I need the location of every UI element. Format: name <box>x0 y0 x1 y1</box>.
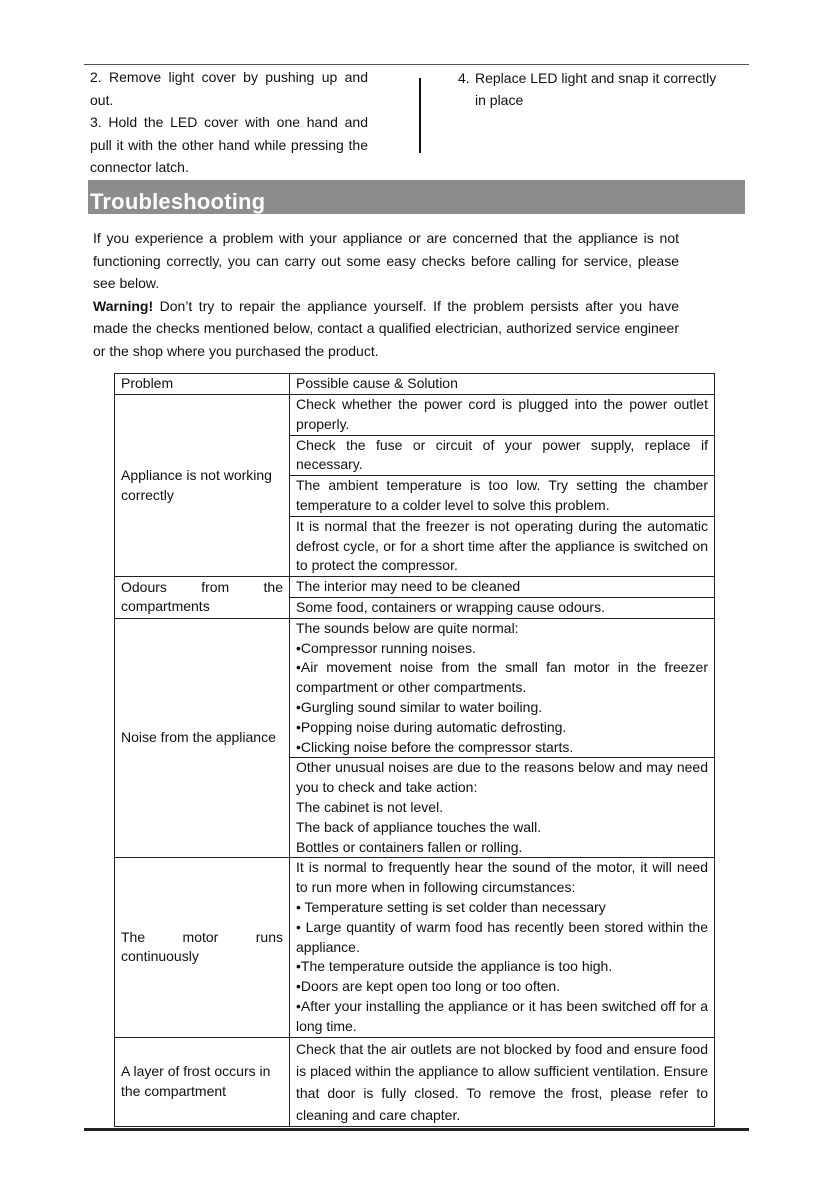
solution-cell: The sounds below are quite normal: •Compressor running noises. •Air movement noise from the small fan motor in the freezer compartment or other compartments. •Gurgling sound similar to water boiling. •Popping noise during automatic defrosting. •Clicking noise before the compressor starts. <box>290 618 715 758</box>
solution-cell: Check whether the power cord is plugged into the power outlet properly. <box>290 395 715 436</box>
solution-cell: Some food, containers or wrapping cause odours. <box>290 597 715 618</box>
table-header-row <box>115 374 715 395</box>
solution-cell: It is normal to frequently hear the sound of the motor, it will need to run more when in following circumstances: • Temperature setting is set colder than necessary • Large quantity of warm food has recently been stored within the appliance. •The temperature outside the appliance is too high. •Doors are kept open too long or too often. •After your installing the appliance or it has been switched off for a long time. <box>290 858 715 1037</box>
table-row <box>115 395 715 436</box>
section-heading-bar <box>88 180 745 214</box>
step-4-text: Replace LED light and snap it correctly <box>475 70 717 86</box>
header-problem: Problem <box>115 374 290 395</box>
table-row <box>115 1037 715 1127</box>
header-solution: Possible cause & Solution <box>290 374 715 395</box>
step-4-line-2: in place <box>475 91 524 108</box>
step-4-number: 4. <box>458 70 470 86</box>
warning-text: Don’t try to repair the appliance yourself. If the problem persists after you have made the checks mentioned below, contact a qualified electrician, authorized service engineer or the shop where you purchased the product. <box>93 297 679 359</box>
section-title: Troubleshooting <box>90 189 266 214</box>
solution-cell: Check that the air outlets are not blocked by food and ensure food is placed within the appliance to allow sufficient ventilation. Ensure that door is fully closed. To remove the frost, please refer to cleaning and care chapter. <box>290 1037 715 1127</box>
warning-paragraph <box>93 295 679 363</box>
table-row <box>115 618 715 758</box>
table-row <box>115 577 715 598</box>
footer-rule <box>84 1128 749 1131</box>
problem-cell: A layer of frost occurs in the compartment <box>115 1037 290 1127</box>
column-separator <box>419 78 421 153</box>
problem-cell: The motor runs continuously <box>115 858 290 1037</box>
table-row <box>115 858 715 1037</box>
led-steps-right <box>458 68 748 111</box>
step-4-line-1 <box>458 68 748 90</box>
solution-cell: It is normal that the freezer is not operating during the automatic defrost cycle, or for a short time after the appliance is switched on to protect the compressor. <box>290 516 715 576</box>
solution-cell: The interior may need to be cleaned <box>290 577 715 598</box>
intro-paragraph: If you experience a problem with your appliance or are concerned that the appliance is not functioning correctly, you can carry out some easy checks before calling for service, please see below. <box>93 230 679 292</box>
warning-label: Warning! <box>93 297 154 314</box>
solution-cell: Other unusual noises are due to the reasons below and may need you to check and take action: The cabinet is not level. The back of appliance touches the wall. Bottles or containers fallen or rolling. <box>290 758 715 858</box>
step-3: 3. Hold the LED cover with one hand and pull it with the other hand while pressing the connector latch. <box>90 114 368 175</box>
problem-cell: Odours from the compartments <box>115 577 290 619</box>
led-steps-left <box>90 66 368 179</box>
troubleshooting-table <box>114 373 715 1127</box>
solution-cell: The ambient temperature is too low. Try setting the chamber temperature to a colder level to solve this problem. <box>290 476 715 517</box>
step-2: 2. Remove light cover by pushing up and out. <box>90 69 368 108</box>
solution-cell: Check the fuse or circuit of your power supply, replace if necessary. <box>290 435 715 476</box>
header-rule <box>84 64 749 65</box>
intro-text <box>93 227 679 363</box>
problem-cell: Appliance is not working correctly <box>115 395 290 577</box>
problem-cell: Noise from the appliance <box>115 618 290 858</box>
